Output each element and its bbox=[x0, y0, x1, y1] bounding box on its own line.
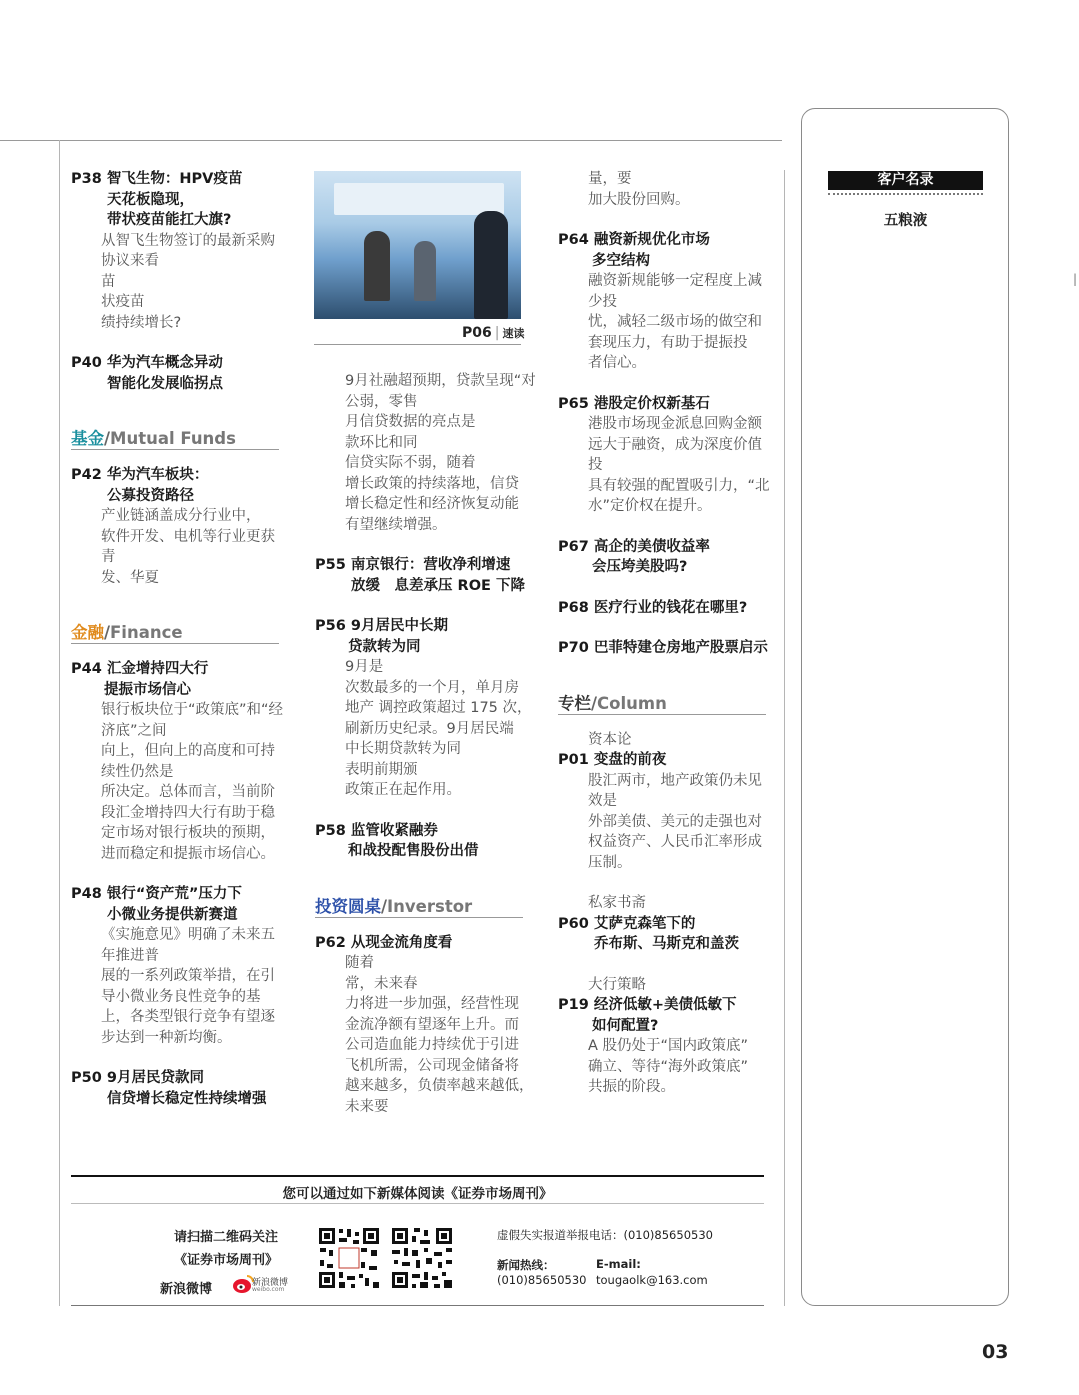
entry-title: P65 港股定价权新基石 bbox=[558, 395, 710, 412]
desc-line: 款环比和同 bbox=[345, 434, 418, 451]
desc-line: 未来要 bbox=[345, 1098, 389, 1115]
desc-line: 展的一系列政策举措，在引 bbox=[101, 968, 275, 984]
entry-desc bbox=[558, 271, 766, 374]
desc-line: 忧，减轻二级市场的做空和 bbox=[588, 314, 762, 330]
desc-line: 水”定价权在提升。 bbox=[588, 498, 712, 514]
desc-line: 越来越多，负债率越来越低， bbox=[345, 1078, 534, 1094]
toc-entry-p70[interactable] bbox=[558, 638, 766, 659]
entry-title-line2: 多空结构 bbox=[592, 252, 650, 269]
toc-entry-p01[interactable] bbox=[558, 730, 766, 874]
weibo-qr-code[interactable] bbox=[390, 1226, 454, 1290]
section-header-column: 专栏/Column bbox=[558, 690, 766, 715]
section-cn: 基金 bbox=[71, 429, 104, 448]
entry-title: P42 华为汽车板块： bbox=[71, 467, 209, 483]
desc-line: 信贷实际不弱，随着 bbox=[345, 455, 476, 471]
desc-line: 续性仍然是 bbox=[101, 763, 174, 780]
toc-column-1 bbox=[71, 169, 284, 1109]
entry-title-line2: 和战投配售股份出借 bbox=[348, 843, 479, 859]
toc-entry-p42[interactable] bbox=[71, 465, 279, 588]
news-hotline-label: 新闻热线： bbox=[497, 1258, 555, 1272]
entry-title: P64 融资新规优化市场 bbox=[558, 232, 710, 248]
photo-caption-rule bbox=[314, 344, 521, 345]
photo-figure bbox=[414, 241, 436, 301]
entry-title: P50 9月居民贷款同 bbox=[71, 1070, 204, 1086]
entry-title-line2: 天花板隐现， bbox=[107, 191, 194, 208]
media-panel-title: 您可以通过如下新媒体阅读《证券市场周刊》 bbox=[282, 1186, 553, 1202]
weibo-logo[interactable] bbox=[232, 1274, 288, 1296]
photo-page-label[interactable]: P06 | 速读 bbox=[462, 325, 525, 341]
desc-line: 随着 bbox=[345, 955, 374, 971]
desc-line: 增长稳定性和经济恢复动能 bbox=[345, 496, 519, 512]
desc-line: 外部美债、美元的走强也对 bbox=[588, 813, 762, 830]
edge-artifact: | bbox=[1073, 272, 1078, 286]
toc-entry-p64[interactable] bbox=[558, 230, 766, 374]
news-photo bbox=[314, 171, 521, 319]
desc-line: 从智飞生物签订的最新采购 bbox=[101, 232, 275, 249]
section-header-investor: 投资圆桌/Inverstor bbox=[315, 893, 523, 918]
desc-line: 月信贷数据的亮点是 bbox=[345, 414, 476, 430]
left-margin-rule bbox=[59, 140, 60, 1306]
weibo-label: 新浪微博 bbox=[160, 1282, 213, 1297]
desc-line: 年推进普 bbox=[101, 947, 159, 964]
desc-line: 公弱，零售 bbox=[345, 393, 418, 410]
entry-title: P19 经济低敏+美债低敏下 bbox=[558, 997, 737, 1013]
top-rule bbox=[0, 140, 782, 141]
entry-title: P56 9月居民中长期 bbox=[315, 618, 448, 634]
desc-line: 《实施意见》明确了未来五 bbox=[101, 927, 275, 943]
entry-desc bbox=[71, 700, 284, 864]
photo-stage-backdrop bbox=[334, 183, 504, 215]
entry-title-line2: 小微业务提供新赛道 bbox=[107, 906, 238, 923]
desc-line: 9月是 bbox=[345, 659, 384, 675]
desc-line: 远大于融资，成为深度价值 bbox=[588, 436, 762, 453]
entry-title-line2: 公募投资路径 bbox=[107, 487, 194, 504]
section-en: Mutual Funds bbox=[110, 429, 236, 448]
toc-entry-p50[interactable] bbox=[71, 1068, 279, 1109]
scan-prompt-line2: 《证券市场周刊》 bbox=[174, 1253, 279, 1268]
desc-line: 共振的阶段。 bbox=[588, 1079, 675, 1095]
toc-entry-p55[interactable] bbox=[315, 555, 523, 596]
entry-desc bbox=[558, 771, 766, 874]
section-cn: 专栏 bbox=[558, 693, 591, 713]
desc-line: 向上，但向上的高度和可持 bbox=[101, 743, 275, 759]
desc-line: 步达到一种新均衡。 bbox=[101, 1029, 232, 1046]
entry-title-line2: 信贷增长稳定性持续增强 bbox=[107, 1090, 267, 1107]
client-directory-item[interactable]: 五粮液 bbox=[883, 213, 928, 229]
entry-category: 私家书斋 bbox=[588, 895, 646, 911]
desc-line: 力将进一步加强，经营性现 bbox=[345, 996, 519, 1012]
desc-line: 投 bbox=[588, 457, 603, 473]
news-hotline-number[interactable]: (010)85650530 bbox=[497, 1273, 587, 1287]
desc-line: 增长政策的持续落地，信贷 bbox=[345, 475, 519, 492]
desc-line: 次数最多的一个月，单月房 bbox=[345, 679, 519, 696]
desc-line: 表明前期颁 bbox=[345, 761, 418, 778]
toc-entry-p62[interactable] bbox=[315, 933, 534, 1118]
entry-desc bbox=[315, 657, 532, 801]
desc-line: 济底”之间 bbox=[101, 722, 167, 739]
entry-desc bbox=[558, 414, 770, 517]
entry-desc bbox=[315, 953, 534, 1117]
media-panel-bottom-rule bbox=[71, 1305, 764, 1306]
desc-line: 确立、等待“海外政策底” bbox=[588, 1058, 749, 1075]
entry-title: P38 智飞生物：HPV疫苗 bbox=[71, 171, 243, 187]
client-directory-divider bbox=[828, 193, 983, 195]
toc-entry-p60[interactable] bbox=[558, 893, 766, 955]
desc-line: 协议来看 bbox=[101, 253, 159, 269]
entry-title-line2: 提振市场信心 bbox=[104, 681, 191, 698]
desc-line: 融资新规能够一定程度上减 bbox=[588, 273, 762, 289]
desc-line: 常，未来春 bbox=[345, 975, 418, 992]
desc-line: 权益资产、人民币汇率形成 bbox=[588, 834, 762, 850]
photo-page-number: P06 bbox=[462, 325, 492, 341]
media-panel-sub-rule bbox=[71, 1203, 764, 1204]
entry-title-line2: 放缓 息差承压 ROE 下降 bbox=[351, 577, 525, 594]
right-margin-rule bbox=[784, 170, 785, 1306]
section-header-mutual-funds: 基金/Mutual Funds bbox=[71, 425, 279, 450]
desc-line: 地产 调控政策超过 175 次， bbox=[345, 700, 532, 716]
entry-title-line2: 会压垮美股吗? bbox=[592, 559, 688, 575]
toc-entry-p38[interactable] bbox=[71, 169, 279, 333]
email-address[interactable]: tougaolk@163.com bbox=[596, 1273, 708, 1287]
desc-line: 导小微业务良性竞争的基 bbox=[101, 988, 261, 1005]
desc-line: 发、华夏 bbox=[101, 569, 159, 586]
desc-line: 苗 bbox=[101, 273, 116, 290]
entry-title: P40 华为汽车概念异动 bbox=[71, 355, 223, 371]
entry-title: P44 汇金增持四大行 bbox=[71, 661, 209, 677]
desc-line: 所决定。总体而言，当前阶 bbox=[101, 784, 275, 800]
photo-figure bbox=[364, 231, 390, 301]
wechat-qr-code[interactable] bbox=[317, 1226, 381, 1290]
toc-entry-p65[interactable] bbox=[558, 394, 770, 517]
weibo-logo-text: 新浪微博 bbox=[252, 1278, 289, 1288]
scan-prompt-line1: 请扫描二维码关注 bbox=[174, 1230, 279, 1245]
photo-figure bbox=[474, 211, 508, 319]
desc-line: 青 bbox=[101, 549, 116, 565]
toc-entry-cont bbox=[558, 169, 766, 210]
section-en: Finance bbox=[110, 623, 183, 642]
desc-line: 金流净额有望逐年上升。而 bbox=[345, 1016, 519, 1033]
desc-line: 飞机所需，公司现金储备将 bbox=[345, 1057, 519, 1074]
entry-title: P55 南京银行：营收净利增速 bbox=[315, 557, 511, 573]
email-label: E-mail: bbox=[596, 1257, 641, 1271]
desc-line: 绩持续增长? bbox=[101, 314, 182, 331]
desc-line: 压制。 bbox=[588, 854, 632, 871]
client-directory-title: 客户名录 bbox=[828, 171, 983, 190]
entry-category: 资本论 bbox=[588, 731, 632, 748]
desc-line: 中长期贷款转为同 bbox=[345, 741, 461, 757]
toc-entry-p56[interactable] bbox=[315, 616, 532, 801]
section-en: Column bbox=[597, 693, 667, 713]
desc-line: 加大股份回购。 bbox=[588, 191, 690, 208]
desc-line: 状疫苗 bbox=[101, 294, 145, 310]
toc-entry-p44[interactable] bbox=[71, 659, 284, 864]
toc-entry-p58[interactable] bbox=[315, 821, 523, 862]
desc-line: 公司造血能力持续优于引进 bbox=[345, 1037, 519, 1053]
section-cn: 投资圆桌 bbox=[315, 896, 381, 916]
toc-entry-p06-cont bbox=[315, 371, 536, 535]
toc-entry-p68[interactable] bbox=[558, 598, 766, 619]
desc-line: 少投 bbox=[588, 293, 617, 310]
toc-entry-p48[interactable] bbox=[71, 884, 279, 1048]
media-panel-top-rule bbox=[71, 1175, 764, 1177]
desc-line: 效是 bbox=[588, 793, 617, 809]
page-number: 03 bbox=[982, 1341, 1009, 1363]
section-cn: 金融 bbox=[71, 623, 104, 642]
client-directory-box bbox=[801, 108, 1009, 1306]
photo-section-name: 速读 bbox=[502, 327, 525, 340]
entry-title-line2: 如何配置? bbox=[592, 1017, 659, 1034]
desc-line: A 股仍处于“国内政策底” bbox=[588, 1038, 749, 1054]
desc-line: 者信心。 bbox=[588, 355, 646, 371]
entry-title-line2: 贷款转为同 bbox=[348, 638, 421, 655]
entry-title: P68 医疗行业的钱花在哪里? bbox=[558, 599, 748, 616]
entry-desc bbox=[71, 231, 279, 334]
desc-line: 产业链涵盖成分行业中， bbox=[101, 508, 261, 524]
toc-column-3 bbox=[558, 169, 770, 1098]
entry-title: P70 巴菲特建仓房地产股票启示 bbox=[558, 640, 768, 656]
desc-line: 有望继续增强。 bbox=[345, 516, 447, 533]
report-hotline: 虚假失实报道举报电话：(010)85650530 bbox=[497, 1228, 713, 1242]
entry-title: P60 艾萨克森笔下的 bbox=[558, 915, 696, 932]
toc-column-2 bbox=[315, 371, 536, 1117]
entry-title: P67 高企的美债收益率 bbox=[558, 538, 710, 555]
entry-title-line2: 乔布斯、马斯克和盖茨 bbox=[594, 936, 739, 952]
entry-desc bbox=[71, 925, 279, 1048]
weibo-icon bbox=[232, 1274, 254, 1294]
entry-title: P48 银行“资产荒”压力下 bbox=[71, 886, 242, 902]
desc-line: 上，各类型银行竞争有望逐 bbox=[101, 1009, 275, 1025]
entry-title: P62 从现金流角度看 bbox=[315, 934, 453, 951]
desc-line: 具有较强的配置吸引力，“北 bbox=[588, 477, 770, 494]
toc-entry-p40[interactable] bbox=[71, 353, 279, 394]
desc-line: 软件开发、电机等行业更获 bbox=[101, 528, 275, 545]
entry-desc bbox=[315, 371, 536, 535]
desc-line: 股汇两市，地产政策仍未见 bbox=[588, 772, 762, 789]
entry-desc bbox=[71, 506, 279, 588]
desc-line: 港股市场现金派息回购金额 bbox=[588, 416, 762, 432]
weibo-logo-subtext: weibo.com bbox=[252, 1286, 285, 1293]
desc-line: 段汇金增持四大行有助于稳 bbox=[101, 804, 275, 821]
entry-title: P01 变盘的前夜 bbox=[558, 752, 667, 768]
desc-line: 定市场对银行板块的预期， bbox=[101, 825, 275, 841]
section-header-finance: 金融/Finance bbox=[71, 619, 279, 644]
entry-title: P58 监管收紧融券 bbox=[315, 822, 438, 839]
entry-desc bbox=[558, 169, 766, 210]
section-en: Inverstor bbox=[387, 896, 473, 916]
toc-entry-p67[interactable] bbox=[558, 537, 766, 578]
desc-line: 量，要 bbox=[588, 171, 632, 187]
entry-desc bbox=[558, 1036, 766, 1098]
desc-line: 9月社融超预期，贷款呈现“对 bbox=[345, 373, 536, 389]
entry-title-line2: 智能化发展临拐点 bbox=[107, 375, 223, 392]
entry-title-line3: 带状疫苗能扛大旗? bbox=[107, 212, 232, 228]
desc-line: 套现压力，有助于提振投 bbox=[588, 334, 748, 351]
desc-line: 银行板块位于“政策底”和“经 bbox=[101, 702, 284, 718]
desc-line: 刷新历史纪录。9月居民端 bbox=[345, 720, 514, 737]
desc-line: 进而稳定和提振市场信心。 bbox=[101, 845, 275, 862]
toc-entry-p19[interactable] bbox=[558, 975, 766, 1098]
desc-line: 政策正在起作用。 bbox=[345, 782, 461, 798]
entry-category: 大行策略 bbox=[588, 976, 646, 993]
